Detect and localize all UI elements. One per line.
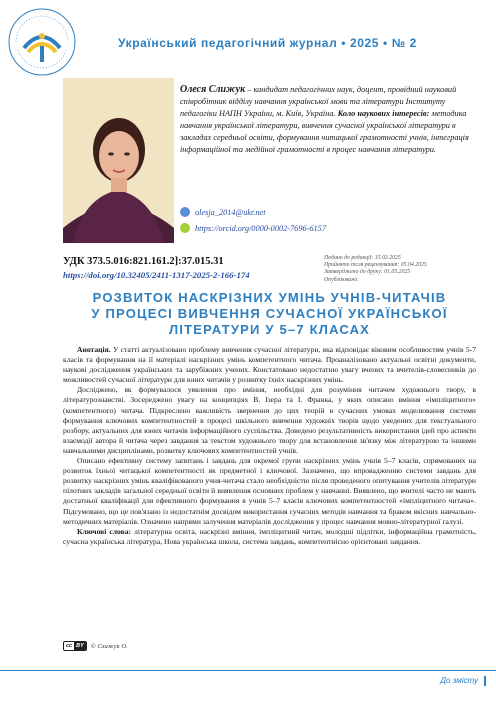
author-info [180,84,476,156]
email-icon [180,207,190,217]
body-paragraph: Описано ефективну систему запитань і завдань для окремої групи наскрізних умінь учнів 5–7 класів, спрямованих на розвиток їхньої читацької компетентності як предметної і ключової. Зазначено, що впровадженню системи завдань для розвитку наскрізних умінь кваліфікованого учня-читача стало необхідністю після проведеного опитування учителів літератури пілотних закладів загальної середньої освіти й виявлення основних проблем у навчанні. Виявлено, що вчителі часто не мають достатньої кваліфікації для ефективного формування в учнів 5–7 класів ключових компетентностей «імпліцитного читача». Підсумовано, що це пов'язано із недостатнім досвідом використання сучасних методів навчання та браком якісних навчально-методичних матеріалів. Означено напрями залучення матеріалів дослідження у процес навчання мовно-літературної галузі. [63,456,476,526]
abstract-text: У статті актуалізовано проблему вивчення сучасної літератури, яка відповідає віковим особливостям учнів 5-7 класів та формування на її матеріалі наскрізних умінь компетентного читача. Проаналізовано актуальні освітні документи, наукові дослідження українських та зарубіжних учених. Констатовано недостатню увагу вчених та вчителів-словесників до можливостей сучасної літератури для юних читачів у розвитку їхніх наскрізних умінь. [63,345,476,385]
journal-title: Український педагогічний журнал • 2025 • № 2 [118,36,417,50]
orcid-icon [180,223,190,233]
body-paragraph: Досліджено, як формувалося уявлення про вміння, необхідні для розуміння читачем художнього твору, в літературознавстві. Зосереджено увагу на концепціях В. Ізера та І. Франка, у яких описано вміння «імпліцитного» (компетентного) читача. Підкреслено важливість звернення до цих теорій в сучасних умовах моделювання системи формування ключових компетентностей в процесі шкільного вивчення художніх творів щодо уведених для текстуального розбору, актуальних для юних читачів інформаційного суспільства. Доведено результативність використання ідей про аспекти взаємодії автора й читача через завдання за текстом художнього твору для встановлення зв'язку між літературою та іншими навчальними дисциплінами, розвитку ключових компетентностей учнів. [63,385,476,455]
keywords-paragraph [63,527,476,547]
date-published: Опубліковано: [324,276,360,283]
keywords-label: Ключові слова: [77,526,132,536]
interests-label: Коло наукових інтересів: [337,109,430,118]
cc-by-label: BY [76,643,84,649]
page-header [0,0,496,88]
journal-logo-icon [6,6,78,78]
doi-link[interactable]: https://doi.org/10.32405/2411-1317-2025-2-166-174 [63,270,250,280]
author-portrait-icon [63,78,174,243]
author-orcid-link[interactable]: https://orcid.org/0000-0002-7696-6157 [195,223,326,233]
article-body [63,345,476,547]
author-photo [63,78,174,243]
date-approved: Затверджено до друку: 01.05.2025 [324,269,411,276]
keywords-text: літературна освіта, наскрізні вміння, імпліцитний читач, молодші підлітки, інформаційна грамотність, сучасна українська література, Нова українська школа, система завдань, компетентнісно орієнтовані завдання. [63,526,476,546]
license-holder: © Слижук О. [90,642,128,650]
author-interests: методика навчання української літератури, вивчення сучасної української літератури в закладах середньої освіти, формування читацької грамотності учнів, інтеграція інформаційної та медійної грамотності в процес навчання літератури. [180,109,469,154]
author-email-row [180,207,476,217]
author-orcid-row [180,223,476,233]
date-submitted: Подано до редакції: 15.03.2025 [324,255,401,261]
udc-code: УДК 373.5.016:821.161.2]:37.015.31 [63,256,224,267]
cc-license-badge[interactable] [63,641,87,651]
title-line: РОЗВИТОК НАСКРІЗНИХ УМІНЬ УЧНІВ-ЧИТАЧІВ [92,290,447,305]
article-dates [324,255,427,284]
title-line: У ПРОЦЕСІ ВИВЧЕННЯ СУЧАСНОЇ УКРАЇНСЬКОЇ [91,306,448,321]
toc-link[interactable]: До змісту [440,676,478,685]
author-bio: – кандидат педагогічних наук, доцент, провідний науковий співробітник відділу навчання української мови та літератури Інституту педагогіки НАПН України, м. Київ, Україна. [180,85,457,118]
date-accepted: Прийнято після рецензування: 05.04.2025 [324,262,427,269]
footer-divider [0,670,496,671]
abstract-paragraph [63,345,476,385]
author-email-link[interactable]: olesja_2014@ukr.net [195,207,266,217]
toc-marker-icon [484,676,486,686]
author-name: Олеся Слижук [180,84,246,95]
license-row [63,641,128,651]
article-title [63,290,476,338]
abstract-label: Анотація. [77,345,111,354]
title-line: ЛІТЕРАТУРИ У 5–7 КЛАСАХ [168,322,371,337]
cc-label: cc [66,643,73,649]
